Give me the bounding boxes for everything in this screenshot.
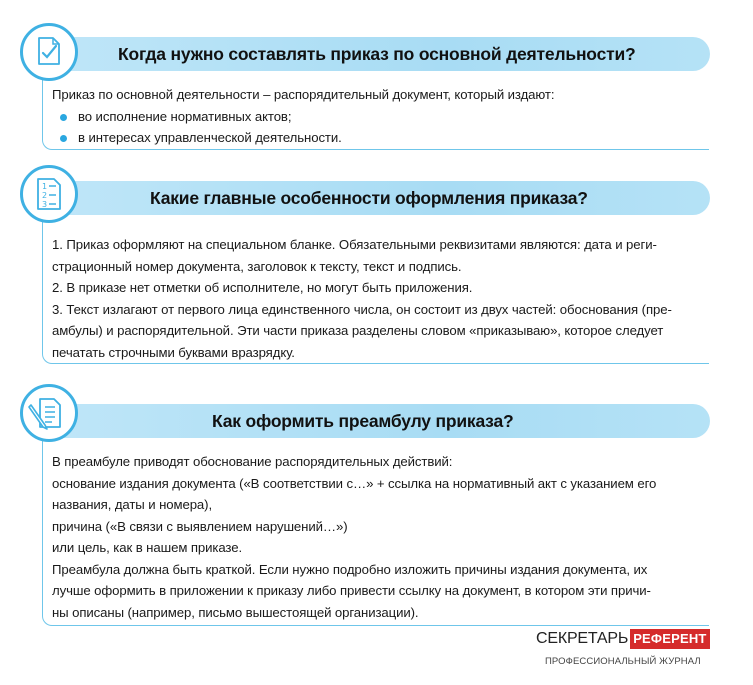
text-line: 2. В приказе нет отметки об исполнителе, но могут быть приложения.: [52, 280, 473, 295]
text-line: или цель, как в нашем приказе.: [52, 540, 243, 555]
text-line: страционный номер документа, заголовок к тексту, текст и подпись.: [52, 258, 462, 274]
publisher-logo: [536, 629, 710, 649]
logo-tagline: ПРОФЕССИОНАЛЬНЫЙ ЖУРНАЛ: [545, 656, 701, 667]
svg-text:2: 2: [42, 191, 48, 200]
section-3-body: [52, 451, 656, 623]
list-item: в интересах управленческой деятельности.: [52, 127, 554, 149]
text-line: амбулы) и распорядительной. Эти части приказа разделены словом «приказываю», которое следует: [52, 323, 664, 338]
text-line: лучше оформить в приложении к приказу либо привести ссылку на документ, в котором эти причи-: [52, 583, 651, 598]
document-pen-icon: [20, 384, 78, 442]
section-2-body: [52, 234, 672, 363]
text-line: 3. Текст излагают от первого лица единственного числа, он состоит из двух частей: обоснования (пре-: [52, 301, 672, 317]
text-line: 1. Приказ оформляют на специальном бланке. Обязательными реквизитами являются: дата и реги-: [52, 237, 657, 252]
text-line: Преамбула должна быть краткой. Если нужно подробно изложить причины издания документа, их: [52, 561, 648, 577]
text-line: ны описаны (например, письмо вышестоящей организации).: [52, 604, 419, 620]
svg-text:3: 3: [42, 200, 48, 209]
text-line: основание издания документа («В соответствии с…» + ссылка на нормативный акт с указанием его: [52, 475, 657, 491]
text-line: В преамбуле приводят обоснование распорядительных действий:: [52, 454, 453, 469]
logo-text-right: РЕФЕРЕНТ: [630, 629, 709, 649]
section-1-title: Когда нужно составлять приказ по основной деятельности?: [118, 44, 636, 64]
section-2-title: Какие главные особенности оформления приказа?: [150, 188, 588, 208]
list-item: во исполнение нормативных актов;: [52, 106, 554, 128]
document-check-icon: [20, 23, 78, 81]
section-1-intro: Приказ по основной деятельности – распорядительный документ, который издают:: [52, 87, 555, 102]
text-line: причина («В связи с выявлением нарушений…»): [52, 518, 348, 534]
text-line: названия, даты и номера),: [52, 497, 213, 512]
numbered-document-icon: [20, 165, 78, 223]
svg-text:1: 1: [42, 182, 48, 191]
section-1-body: [52, 84, 554, 149]
logo-text-left: СЕКРЕТАРЬ: [536, 630, 629, 647]
text-line: печатать строчными буквами вразрядку.: [52, 344, 295, 360]
section-3-title: Как оформить преамбулу приказа?: [212, 411, 514, 431]
